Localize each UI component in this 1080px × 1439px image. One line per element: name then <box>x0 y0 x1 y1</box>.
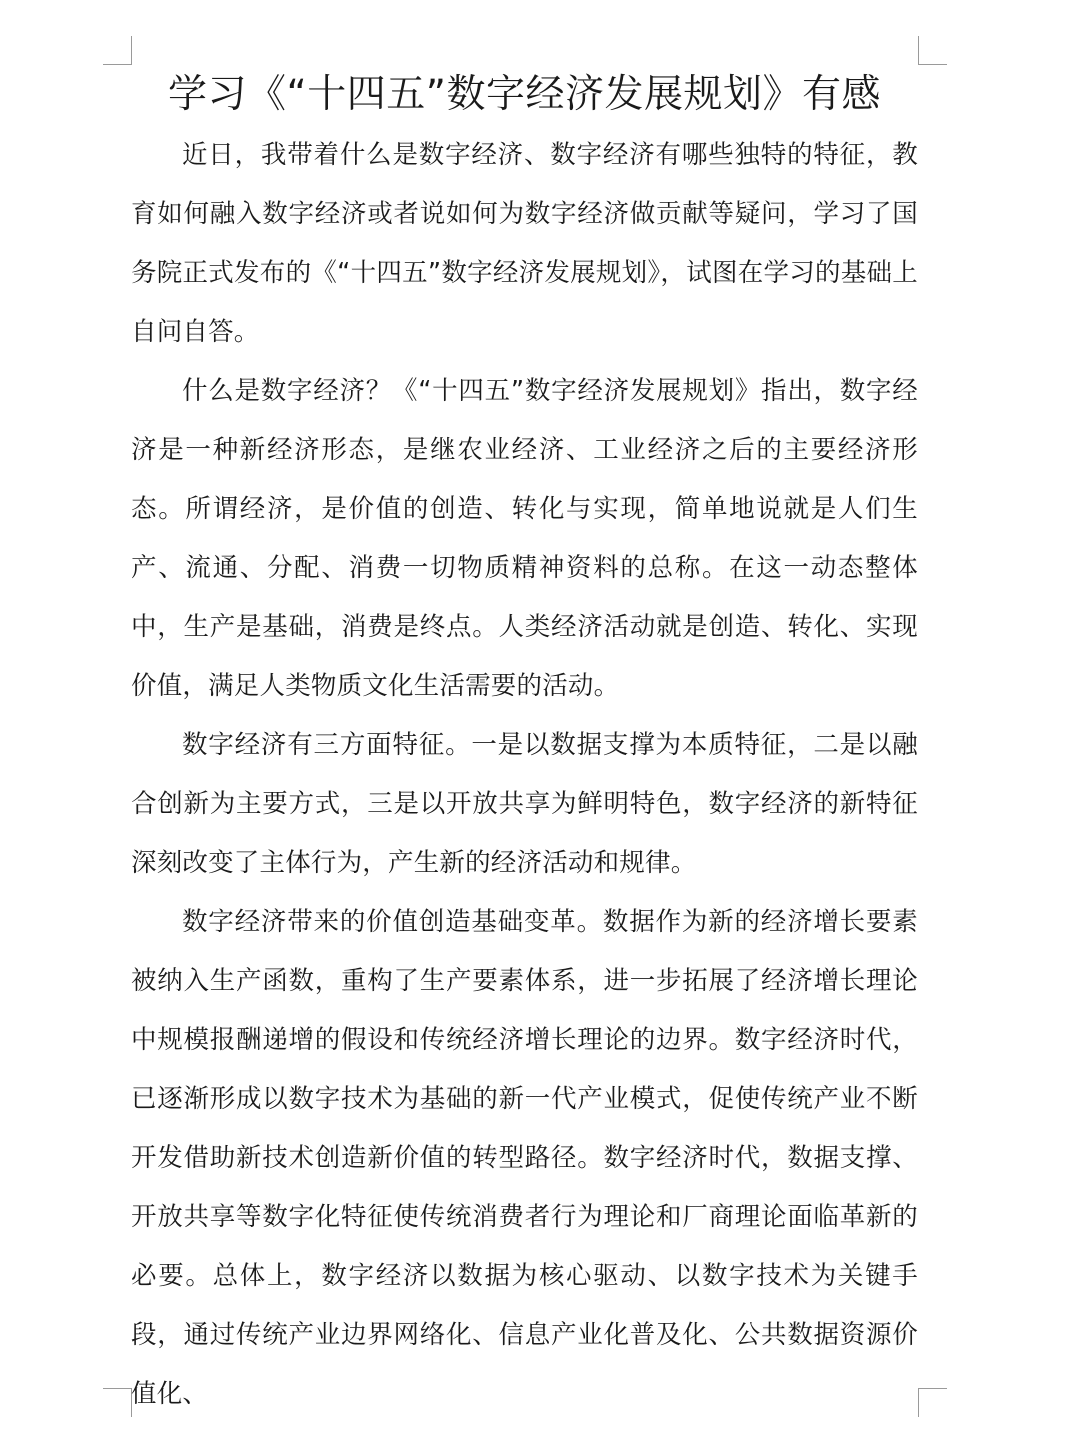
crop-mark-top-right <box>918 36 947 65</box>
crop-mark-top-left <box>103 36 132 65</box>
paragraph-definition: 什么是数字经济？《“十四五”数字经济发展规划》指出，数字经济是一种新经济形态，是继农业经济、工业经济之后的主要经济形态。所谓经济，是价值的创造、转化与实现，简单地说就是人们生产、流通、分配、消费一切物质精神资料的总称。在这一动态整体中，生产是基础，消费是终点。人类经济活动就是创造、转化、实现价值，满足人类物质文化生活需要的活动。 <box>131 376 918 701</box>
crop-mark-bottom-right <box>918 1388 947 1417</box>
paragraph-intro: 近日，我带着什么是数字经济、数字经济有哪些独特的特征，教育如何融入数字经济或者说如何为数字经济做贡献等疑问，学习了国务院正式发布的《“十四五”数字经济发展规划》，试图在学习的基础上自问自答。 <box>131 140 918 347</box>
document-body <box>131 126 918 1424</box>
paragraph-value-creation: 数字经济带来的价值创造基础变革。数据作为新的经济增长要素被纳入生产函数，重构了生产要素体系，进一步拓展了经济增长理论中规模报酬递增的假设和传统经济增长理论的边界。数字经济时代，已逐渐形成以数字技术为基础的新一代产业模式，促使传统产业不断开发借助新技术创造新价值的转型路径。数字经济时代，数据支撑、开放共享等数字化特征使传统消费者行为理论和厂商理论面临革新的必要。总体上，数字经济以数据为核心驱动、以数字技术为关键手段，通过传统产业边界网络化、信息产业化普及化、公共数据资源价值化、 <box>131 907 918 1409</box>
paragraph-features: 数字经济有三方面特征。一是以数据支撑为本质特征，二是以融合创新为主要方式，三是以开放共享为鲜明特色，数字经济的新特征深刻改变了主体行为，产生新的经济活动和规律。 <box>131 730 918 878</box>
crop-mark-bottom-left <box>103 1388 132 1417</box>
document-title: 学习《“十四五”数字经济发展规划》有感 <box>168 72 881 117</box>
